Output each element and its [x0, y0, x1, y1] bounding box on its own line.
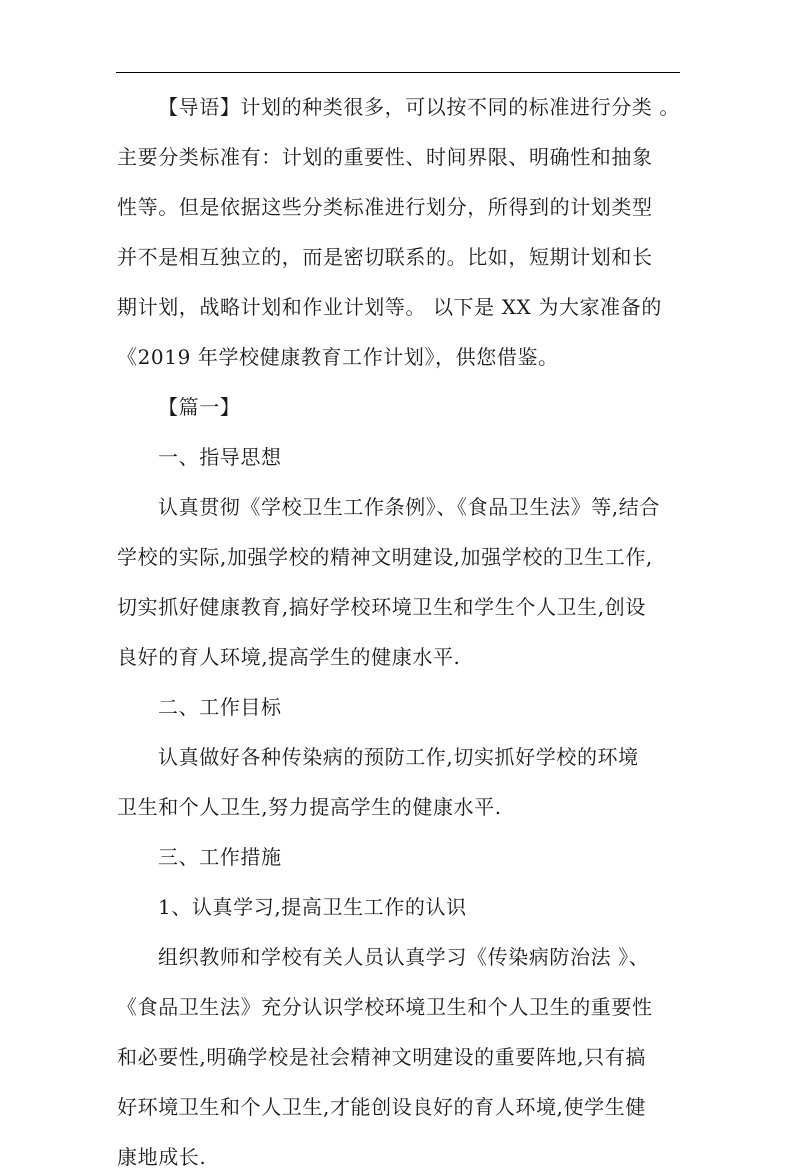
section2-paragraph	[117, 740, 687, 824]
section1-paragraph	[117, 490, 687, 674]
intro-line: 性等。但是依据这些分类标准进行划分，所得到的计划类型	[117, 195, 653, 219]
section3-paragraph	[117, 940, 687, 1174]
body-line: 好环境卫生和个人卫生,才能创设良好的育人环境,使学生健	[117, 1095, 646, 1119]
body-line: 康地成长.	[117, 1145, 207, 1169]
document-body	[117, 90, 687, 1174]
intro-line: 主要分类标准有：计划的重要性、时间界限、明确性和抽象	[117, 145, 653, 169]
body-line: 《食品卫生法》充分认识学校环境卫生和个人卫生的重要性	[117, 995, 653, 1019]
header-rule	[116, 72, 680, 73]
body-line: 切实抓好健康教育,搞好学校环境卫生和学生个人卫生,创设	[117, 595, 646, 619]
body-line: 认真贯彻《学校卫生工作条例》、《食品卫生法》等,结合	[158, 495, 660, 519]
section-heading: 一、指导思想	[158, 445, 282, 469]
intro-line: 期计划，战略计划和作业计划等。 以下是 XX 为大家准备的	[117, 295, 662, 319]
body-line: 认真做好各种传染病的预防工作,切实抓好学校的环境	[158, 745, 639, 769]
section-heading: 二、工作目标	[158, 695, 282, 719]
intro-paragraph	[117, 90, 687, 374]
intro-line: 《2019 年学校健康教育工作计划》，供您借鉴。	[117, 345, 559, 369]
body-line: 学校的实际,加强学校的精神文明建设,加强学校的卫生工作,	[117, 545, 653, 569]
body-line: 组织教师和学校有关人员认真学习《传染病防治法 》、	[158, 945, 650, 969]
intro-line: 并不是相互独立的，而是密切联系的。比如，短期计划和长	[117, 245, 653, 269]
body-line: 良好的育人环境,提高学生的健康水平.	[117, 645, 461, 669]
body-line: 卫生和个人卫生,努力提高学生的健康水平.	[117, 795, 502, 819]
body-line: 和必要性,明确学校是社会精神文明建设的重要阵地,只有搞	[117, 1045, 646, 1069]
section-heading: 三、工作措施	[158, 845, 282, 869]
subsection-heading: 1、认真学习,提高卫生工作的认识	[158, 895, 467, 919]
part-title: 【篇一】	[158, 395, 241, 419]
intro-line: 【导语】计划的种类很多，可以按不同的标准进行分类 。	[158, 95, 680, 119]
